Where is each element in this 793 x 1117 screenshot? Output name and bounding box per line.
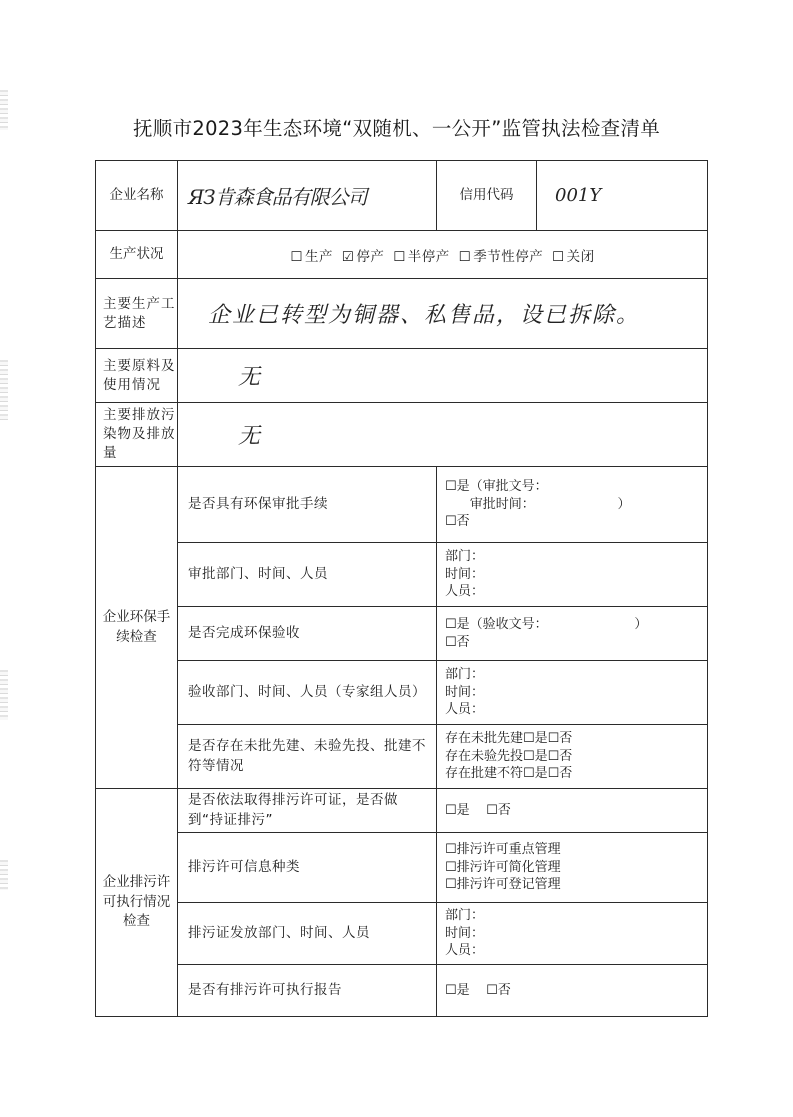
answer-line: ☐是（验收文号： ） [445,616,648,632]
answer-line: 存在未验先投☐是☐否 [445,748,573,764]
answer-line: 部门： [445,549,485,565]
permit-row-license [96,789,708,833]
materials-cell[interactable] [178,349,708,403]
env-question-acceptance: 是否完成环保验收 [178,607,437,661]
env-row-approval [96,467,708,543]
credit-code-value: 001Y [555,185,602,206]
option-stopped-label: 停产 [356,248,385,265]
env-row-acceptance [96,607,708,661]
env-question-approval: 是否具有环保审批手续 [178,467,437,543]
answer-line: 人员： [445,702,485,718]
checkbox-closed[interactable]: ☐ [552,248,565,265]
process-value: 企业已转型为铜器、私售品，设已拆除。 [208,303,641,328]
scan-edge-mark [0,360,8,420]
env-row-acceptance-dept [96,661,708,725]
env-section-label: 企业环保手续检查 [96,467,178,789]
checkbox-stopped[interactable]: ☑ [341,248,355,265]
option-half-stopped[interactable] [392,249,451,265]
env-answer-approval-dept[interactable] [437,543,708,607]
answer-line: 存在未批先建☐是☐否 [445,731,573,747]
env-answer-violations[interactable] [437,725,708,789]
env-question-acceptance-dept: 验收部门、时间、人员（专家组人员） [178,661,437,725]
production-status-label: 生产状况 [96,231,178,279]
answer-line: ☐是 ☐否 [445,982,511,998]
credit-code-cell[interactable] [537,161,708,231]
permit-question-type: 排污许可信息种类 [178,833,437,903]
company-name-label: 企业名称 [96,161,178,231]
checkbox-production[interactable]: ☐ [290,248,303,265]
answer-line: ☐排污许可登记管理 [445,877,561,893]
permit-answer-issuer[interactable] [437,903,708,965]
env-answer-approval[interactable] [437,467,708,543]
option-production[interactable] [289,249,334,265]
company-row [96,161,708,231]
materials-label: 主要原料及使用情况 [96,349,178,403]
permit-row-issuer [96,903,708,965]
checkbox-seasonal-stop[interactable]: ☐ [458,248,472,265]
answer-line: ☐排污许可简化管理 [445,859,561,875]
env-answer-acceptance-dept[interactable] [437,661,708,725]
inspection-checklist-table [95,160,708,1017]
option-closed[interactable] [551,249,596,265]
company-name-cell[interactable] [178,161,437,231]
permit-question-issuer: 排污证发放部门、时间、人员 [178,903,437,965]
permit-question-report: 是否有排污许可执行报告 [178,965,437,1017]
permit-row-type [96,833,708,903]
permit-section-label: 企业排污许可执行情况检查 [96,789,178,1017]
permit-answer-type[interactable] [437,833,708,903]
env-question-violations: 是否存在未批先建、未验先投、批建不符等情况 [178,725,437,789]
pollutants-label: 主要排放污染物及排放量 [96,403,178,467]
env-answer-acceptance[interactable] [437,607,708,661]
materials-row [96,349,708,403]
materials-value: 无 [238,365,261,390]
env-row-approval-dept [96,543,708,607]
answer-line: 时间： [445,925,485,941]
credit-code-label: 信用代码 [437,161,537,231]
answer-line: 时间： [445,684,485,700]
pollutants-row [96,403,708,467]
answer-line: 部门： [445,667,485,683]
process-row [96,279,708,349]
answer-line: 人员： [445,943,485,959]
env-row-violations [96,725,708,789]
pollutants-value: 无 [238,424,261,449]
option-seasonal-stop[interactable] [458,249,545,265]
permit-answer-report[interactable] [437,965,708,1017]
scan-edge-mark [0,670,8,720]
option-seasonal-stop-label: 季节性停产 [473,248,544,265]
checkbox-half-stopped[interactable]: ☐ [393,248,406,265]
answer-line: ☐否 [445,634,470,650]
process-label: 主要生产工艺描述 [96,279,178,349]
answer-line: 审批时间： ） [445,496,631,512]
production-status-row [96,231,708,279]
env-question-approval-dept: 审批部门、时间、人员 [178,543,437,607]
answer-line: ☐排污许可重点管理 [445,842,561,858]
permit-answer-license[interactable] [437,789,708,833]
option-closed-label: 关闭 [566,248,595,265]
production-status-options [178,231,708,279]
answer-line: 人员： [445,584,485,600]
option-stopped[interactable] [341,249,386,265]
process-cell[interactable] [178,279,708,349]
answer-line: 部门： [445,908,485,924]
option-half-stopped-label: 半停产 [407,248,450,265]
permit-row-report [96,965,708,1017]
answer-line: 存在批建不符☐是☐否 [445,766,573,782]
company-name-value: ЯЗ肯森食品有限公司 [188,185,367,209]
answer-line: ☐否 [445,514,470,530]
permit-question-license: 是否依法取得排污许可证，是否做到“持证排污” [178,789,437,833]
scan-edge-mark [0,860,8,890]
answer-line: 时间： [445,566,485,582]
answer-line: ☐是 ☐否 [445,802,511,818]
option-production-label: 生产 [304,248,333,265]
pollutants-cell[interactable] [178,403,708,467]
answer-line: ☐是（审批文号： [445,479,548,495]
page-title: 抚顺市2023年生态环境“双随机、一公开”监管执法检查清单 [132,117,661,140]
